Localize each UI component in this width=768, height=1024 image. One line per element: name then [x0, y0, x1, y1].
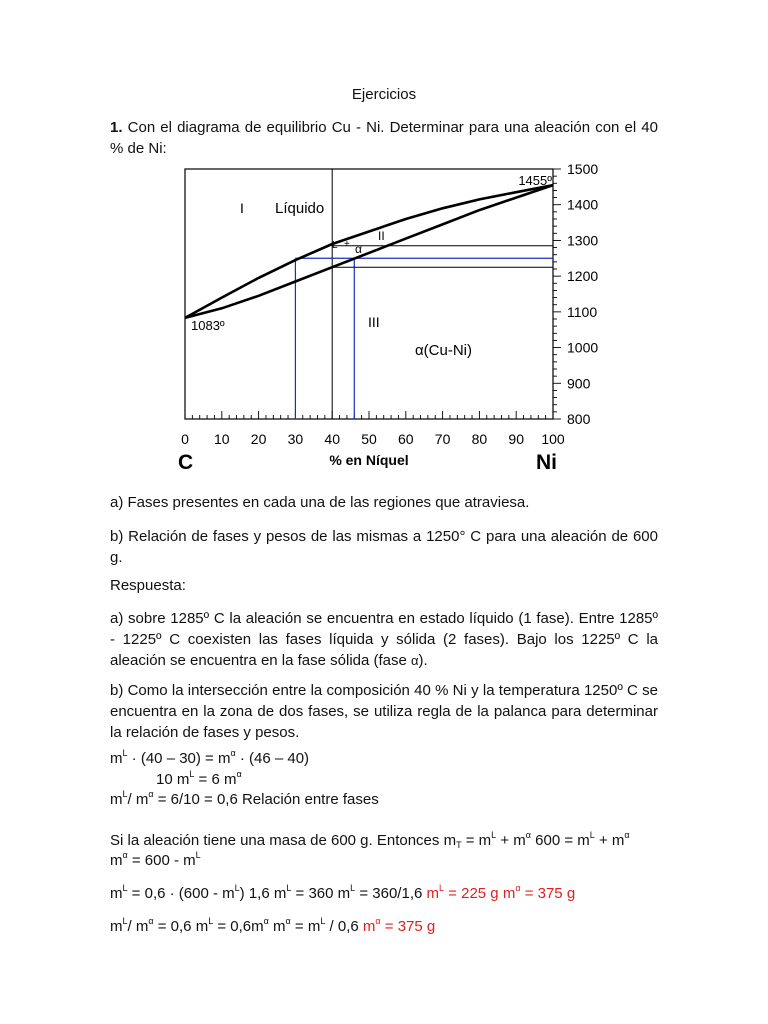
- y-tick-label: 800: [567, 411, 591, 427]
- equation-total-mass: Si la aleación tiene una masa de 600 g. Entonces $m_T = m^L + m^\alpha$ $600 = m^L + m^\alpha$: [110, 830, 630, 850]
- nickel-end-label: Ni: [536, 451, 557, 474]
- x-tick-label: 10: [214, 431, 230, 447]
- x-tick-label: 60: [398, 431, 414, 447]
- problem-statement: [110, 117, 658, 159]
- equation-simplified: 10 $m^L = 6$ $m^\alpha$: [156, 769, 242, 788]
- y-tick-label: 1200: [567, 268, 599, 285]
- result-liquid-mass: $m^L = 225$ g $m^\alpha = 375$ g: [426, 883, 576, 902]
- region-II-plus: +: [344, 239, 350, 250]
- copper-end-label: C: [178, 451, 194, 474]
- alpha-phase-symbol: α: [415, 342, 424, 359]
- equation-solution-1: $m^L = 0,6 \cdot (600 - m^L)$ 1,6 $m^L = 360$ $m^L = 360/1,6$ $m^L = 225$ g $m^\alpha = 375$ g: [110, 883, 576, 902]
- liquid-label: Líquido: [275, 200, 325, 217]
- region-II-alpha: α: [355, 242, 362, 256]
- annotation-bottom-temp: 1083º: [191, 318, 225, 333]
- answer-a: [110, 608, 658, 671]
- y-tick-labels: [567, 161, 598, 427]
- y-tick-label: 1100: [567, 303, 598, 320]
- alpha-phase-text: (Cu-Ni): [423, 342, 472, 359]
- problem-number: 1.: [110, 119, 123, 136]
- x-tick-label: 0: [181, 431, 189, 447]
- x-tick-label: 40: [324, 431, 340, 447]
- x-axis-label: % en Níquel: [329, 452, 409, 468]
- x-tick-label: 20: [250, 431, 267, 447]
- region-II-L: L: [332, 240, 338, 251]
- answer-a-text: a) sobre 1285º C la aleación se encuentra en estado líquido (1 fase). Entre 1285º - 1225º C coexisten las fases líquida y sólida (2 fases). Bajo los 1225º C la aleación se encuentra en la fase sólida (fase: [110, 610, 658, 669]
- answer-heading: Respuesta:: [110, 577, 186, 594]
- equation-ratio: $m^L/$ $m^\alpha = 6/10 = 0,6$ Relación entre fases: [110, 789, 379, 808]
- problem-text: Con el diagrama de equilibrio Cu - Ni. Determinar para una aleación con el 40 % de Ni:: [110, 119, 658, 157]
- annotation-top-temp: 1455º: [518, 173, 552, 188]
- x-tick-label: 100: [541, 431, 565, 447]
- x-tick-labels: [181, 431, 565, 447]
- region-I-label: I: [240, 200, 244, 216]
- page-title: Ejercicios: [351, 86, 417, 103]
- x-tick-label: 80: [471, 431, 488, 447]
- x-tick-label: 50: [361, 431, 377, 447]
- y-tick-label: 1400: [567, 196, 599, 213]
- x-tick-label: 70: [434, 431, 451, 447]
- result-alpha-mass: $m^\alpha = 375$ g: [362, 916, 436, 935]
- equation-lever-rule: $m^L \cdot (40 - 30) = m^\alpha \cdot (46 - 40)$: [110, 748, 310, 767]
- question-b: b) Relación de fases y pesos de las mismas a 1250° C para una aleación de 600 g.: [110, 528, 658, 566]
- y-tick-label: 1500: [567, 161, 599, 177]
- answer-a-alpha: α: [411, 653, 419, 668]
- phase-diagram: [170, 155, 599, 475]
- equation-solution-2: $m^L/$ $m^\alpha = 0,6$ $m^L = 0,6m^\alpha$ $m^\alpha = m^L / 0,6$ $m^\alpha = 375$ g: [110, 916, 436, 935]
- y-tick-label: 1000: [567, 339, 599, 356]
- region-III-label: III: [368, 314, 380, 330]
- answer-b: b) Como la intersección entre la composición 40 % Ni y la temperatura 1250º C se encuentra en la zona de dos fases, se utiliza regla de la palanca para determinar la relación de fases y pesos.: [110, 682, 658, 741]
- alpha-phase-label: [415, 342, 472, 359]
- x-tick-label: 30: [287, 431, 304, 447]
- x-tick-label: 90: [508, 431, 524, 447]
- region-II-label: II: [378, 229, 385, 243]
- y-tick-label: 1300: [567, 232, 599, 249]
- answer-a-end: ).: [418, 652, 428, 669]
- equation-alpha-mass: $m^\alpha = 600 - m^L$: [110, 850, 201, 869]
- y-tick-label: 900: [567, 375, 591, 392]
- question-a: a) Fases presentes en cada una de las regiones que atraviesa.: [110, 494, 530, 511]
